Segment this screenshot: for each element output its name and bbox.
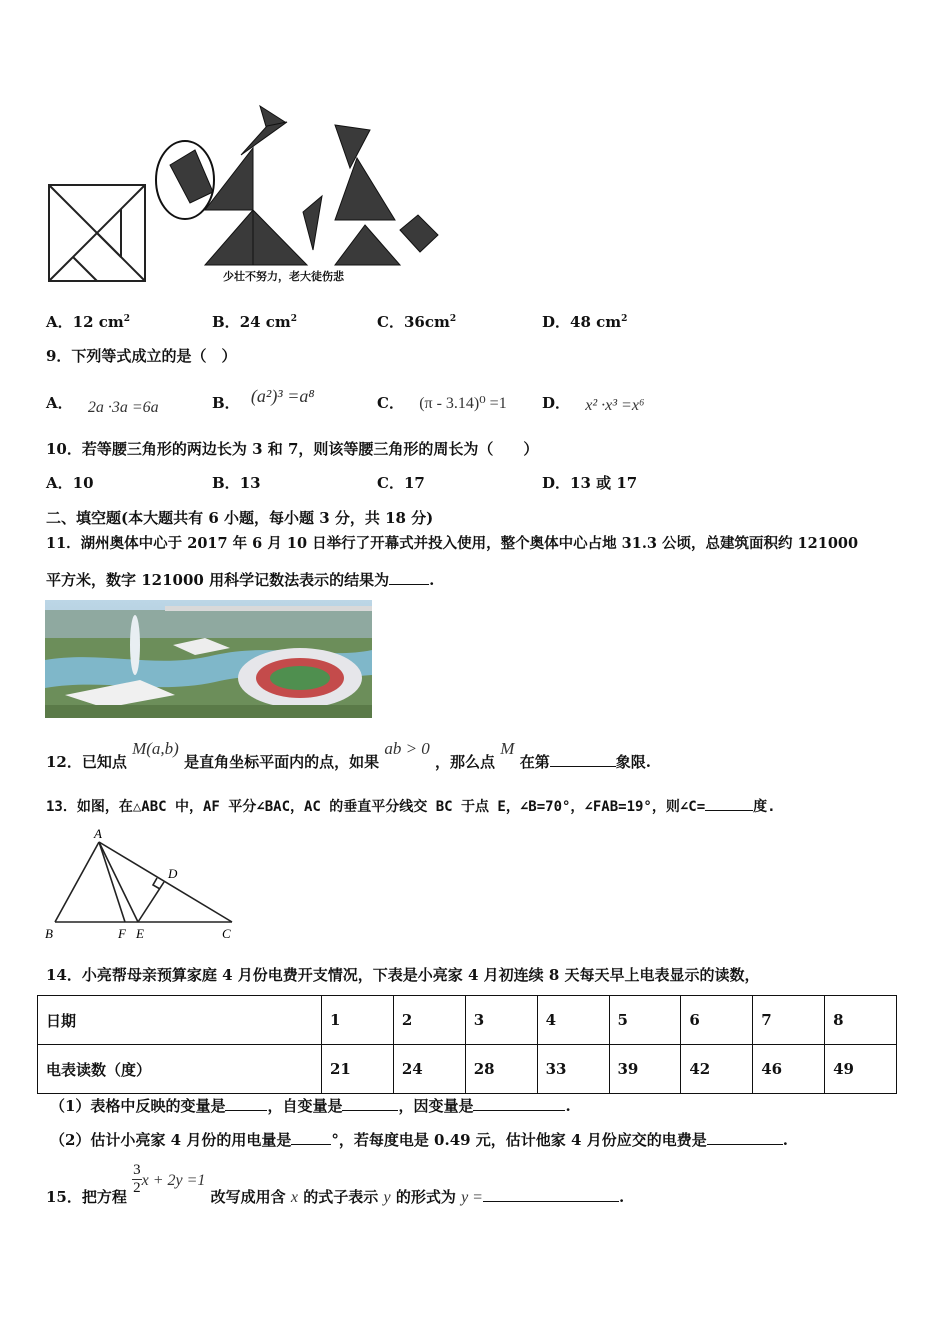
tangram-square — [49, 185, 145, 281]
date-cell: 1 — [322, 996, 394, 1045]
q12-answer-blank[interactable] — [550, 752, 616, 767]
row-header-date: 日期 — [38, 996, 322, 1045]
reading-cell: 46 — [753, 1045, 825, 1094]
triangle-figure — [40, 822, 240, 944]
vertex-label-e: E — [136, 926, 144, 941]
q9-option-c[interactable]: C． (π - 3.14)⁰ =1 — [377, 394, 507, 412]
q14-variable-blank[interactable] — [225, 1096, 267, 1111]
figure-caption: 少壮不努力，老大徒伤悲 — [223, 270, 344, 283]
q11-line2: 平方米，数字 121000 用科学记数法表示的结果为 . — [46, 571, 435, 589]
fraction: $\frac{3}{2}$ — [133, 1162, 141, 1196]
q10-option-c[interactable]: C．17 — [377, 474, 425, 492]
row-header-reading: 电表读数（度） — [38, 1045, 322, 1094]
reading-cell: 49 — [825, 1045, 897, 1094]
section-heading: 二、填空题(本大题共有 6 小题，每小题 3 分，共 18 分) — [46, 509, 434, 527]
q14-independent-blank[interactable] — [342, 1096, 398, 1111]
reading-cell: 39 — [609, 1045, 681, 1094]
q9-option-d[interactable]: D． x² ·x³ =x⁶ — [542, 394, 645, 414]
q10-option-a[interactable]: A．10 — [46, 474, 94, 492]
q13-line: 13．如图，在△ABC 中，AF 平分∠BAC，AC 的垂直平分线交 BC 于点 E，∠B=70°，∠FAB=19°，则∠C= 度. — [46, 796, 776, 816]
q11-answer-blank[interactable] — [389, 570, 429, 585]
q9-option-a[interactable]: A． 2a ·3a =6a — [46, 394, 159, 416]
tangram-figure — [45, 100, 445, 285]
reading-cell: 24 — [393, 1045, 465, 1094]
q9-option-b[interactable]: B． (a²)³ =a⁸ — [212, 386, 315, 412]
table-row — [38, 996, 897, 1045]
vertex-label-d: D — [168, 866, 178, 881]
date-cell: 5 — [609, 996, 681, 1045]
q14-usage-blank[interactable] — [291, 1130, 331, 1145]
q13-answer-blank[interactable] — [705, 796, 753, 811]
q14-fee-blank[interactable] — [707, 1130, 783, 1145]
date-cell: 7 — [753, 996, 825, 1045]
q8-option-a[interactable]: A．12 $cm^2$ — [46, 313, 131, 331]
reading-cell: 42 — [681, 1045, 753, 1094]
q10-stem: 10．若等腰三角形的两边长为 3 和 7，则该等腰三角形的周长为（ ） — [46, 440, 539, 458]
q14-sub1: （1）表格中反映的变量是 ，自变量是 ，因变量是 . — [50, 1097, 571, 1115]
date-cell: 6 — [681, 996, 753, 1045]
vertex-label-a: A — [94, 826, 102, 841]
meter-reading-table — [37, 995, 897, 1094]
q14-sub2: （2）估计小亮家 4 月份的用电量是 °，若每度电是 0.49 元，估计他家 4 月份应交的电费是 . — [50, 1131, 788, 1149]
vertex-label-f: F — [118, 926, 126, 941]
date-cell: 4 — [537, 996, 609, 1045]
q15-line: 15．把方程 $\frac{3}{2}$ x + 2y =1 改写成用含 x 的式子表示 y 的形式为 y = . — [46, 1162, 625, 1206]
tangram-person-right — [303, 125, 438, 265]
q10-option-b[interactable]: B．13 — [212, 474, 261, 492]
q14-dependent-blank[interactable] — [473, 1096, 565, 1111]
date-cell: 8 — [825, 996, 897, 1045]
tangram-person-left — [170, 106, 307, 265]
q8-option-c[interactable]: C．$36cm^2$ — [377, 313, 457, 331]
reading-cell: 21 — [322, 1045, 394, 1094]
q14-stem: 14．小亮帮母亲预算家庭 4 月份电费开支情况，下表是小亮家 4 月初连续 8 天每天早上电表显示的读数， — [46, 966, 760, 984]
q9-stem: 9．下列等式成立的是（ ） — [46, 347, 237, 365]
date-cell: 2 — [393, 996, 465, 1045]
q10-option-d[interactable]: D．13 或 17 — [542, 474, 638, 492]
stadium-photo — [45, 600, 372, 718]
date-cell: 3 — [465, 996, 537, 1045]
q15-answer-blank[interactable] — [483, 1187, 619, 1202]
vertex-label-c: C — [222, 926, 231, 941]
reading-cell: 28 — [465, 1045, 537, 1094]
vertex-label-b: B — [45, 926, 53, 941]
q8-option-d[interactable]: D．48 $cm^2$ — [542, 313, 628, 331]
q12-line: 12．已知点 M(a,b) 是直角坐标平面内的点，如果 ab > 0 ，那么点 M 在第 象限. — [46, 739, 651, 771]
reading-cell: 33 — [537, 1045, 609, 1094]
table-row — [38, 1045, 897, 1094]
q11-line1: 11．湖州奥体中心于 2017 年 6 月 10 日举行了开幕式并投入使用，整个奥体中心占地 31.3 公顷，总建筑面积约 121000 — [46, 535, 859, 552]
q8-option-b[interactable]: B．24 $cm^2$ — [212, 313, 298, 331]
